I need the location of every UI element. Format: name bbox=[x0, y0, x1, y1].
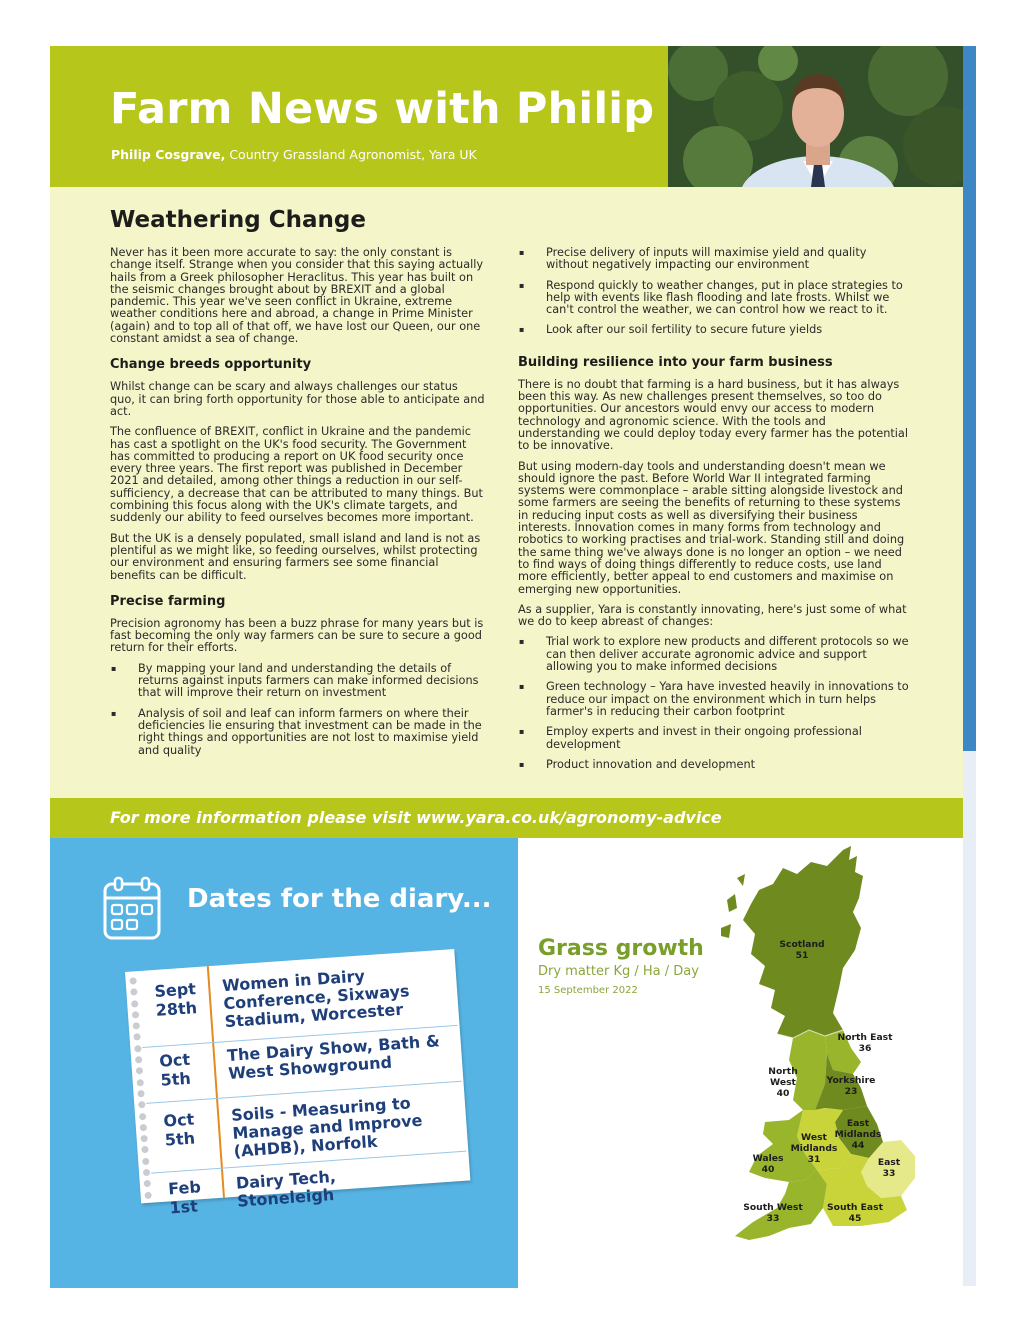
paragraph: But the UK is a densely populated, small island and land is not as plentiful as we might like, so feeding ourselves, whilst protecting our environment and ensuring farmers see some financial benefits can be difficult. bbox=[110, 531, 481, 582]
edge-strip bbox=[963, 46, 976, 751]
grass-subtitle: Dry matter Kg / Ha / Day bbox=[538, 964, 699, 979]
calendar-icon bbox=[102, 876, 162, 942]
event-date: Feb 1st bbox=[167, 1177, 202, 1218]
author-role: Country Grassland Agronomist, Yara UK bbox=[229, 147, 477, 162]
event-date: Oct 5th bbox=[158, 1049, 192, 1090]
list-item: ▪ Respond quickly to weather changes, put in place strategies to help with events like flash flooding and late frosts. Whilst we can't control the weather, we can control how we react to it. bbox=[518, 280, 910, 317]
list-item: ▪ Analysis of soil and leaf can inform farmers on where their deficiencies lie ensuring that investment can be made in the right things and opportunities are not lost to maximise yield and quality bbox=[110, 708, 486, 757]
paragraph: As a supplier, Yara is constantly innovating, here's just some of what we do to keep abreast of changes: bbox=[518, 602, 907, 629]
event-row bbox=[135, 1091, 464, 1161]
paragraph: Whilst change can be scary and always challenges our status quo, it can bring forth opportunity for those able to anticipate and act. bbox=[110, 380, 485, 418]
event-row bbox=[131, 1031, 460, 1090]
diary-panel bbox=[50, 838, 518, 1288]
event-notepad bbox=[125, 949, 470, 1218]
paragraph: There is no doubt that farming is a hard business, but it has always been this way. As new challenges present themselves, so too do opportunities. Our ancestors would envy our access to modern technology and agronomic science. With the tools and understanding we could deploy today every farmer has the potential to be innovative. bbox=[518, 377, 908, 453]
region-label-south-west: South West 33 bbox=[743, 1202, 803, 1224]
notepad-holes bbox=[129, 977, 152, 1197]
diary-title: Dates for the diary... bbox=[187, 884, 492, 914]
info-bar bbox=[50, 798, 963, 838]
region-label-north-east: North East 36 bbox=[837, 1032, 893, 1054]
edge-strip-light bbox=[963, 751, 976, 1286]
section-heading: Building resilience into your farm business bbox=[518, 354, 833, 370]
region-label-scotland: Scotland 51 bbox=[779, 939, 825, 961]
grass-title: Grass growth bbox=[538, 936, 704, 961]
byline bbox=[111, 147, 477, 162]
event-row bbox=[126, 961, 455, 1032]
region-label-wales: Wales 40 bbox=[752, 1153, 784, 1175]
author-name: Philip Cosgrave, bbox=[111, 147, 226, 162]
region-label-east-midlands: East Midlands 44 bbox=[834, 1118, 882, 1151]
list-item: ▪ Employ experts and invest in their ongoing professional development bbox=[518, 726, 910, 751]
bullet-list bbox=[518, 636, 910, 771]
page-title: Farm News with Philip bbox=[110, 84, 655, 134]
event-name: The Dairy Show, Bath & West Showground bbox=[226, 1031, 441, 1084]
paragraph: The confluence of BREXIT, conflict in Ukraine and the pandemic has cast a spotlight on the UK's food security. The Government has committed to producing a report on UK food security once every three years. The first report was published in December 2021 and detailed, among other things a reduction in our self-sufficiency, a decrease that can be attributed to many things. But combining this focus along with the UK's climate targets, and suddenly our ability to feed ourselves becomes more important. bbox=[110, 425, 483, 525]
region-label-south-east: South East 45 bbox=[827, 1202, 883, 1224]
list-item: ▪ By mapping your land and understanding the details of returns against inputs farmers can make informed decisions that will improve their return on investment bbox=[110, 663, 486, 700]
article-column-right bbox=[518, 247, 910, 779]
grass-growth-panel bbox=[518, 838, 963, 1288]
event-date: Sept 28th bbox=[153, 979, 198, 1020]
event-name: Soils - Measuring to Manage and Improve (AHDB), Norfolk bbox=[230, 1093, 423, 1161]
event-name: Women in Dairy Conference, Sixways Stadium, Worcester bbox=[221, 966, 411, 1032]
list-item: ▪ Green technology – Yara have invested heavily in innovations to reduce our impact on the environment which in turn helps farmer's in reducing their carbon footprint bbox=[518, 681, 910, 718]
intro-paragraph: Never has it been more accurate to say: the only constant is change itself. Strange when you consider that this saying actually hails from a Greek philosopher Heraclitus. This year has built on the seismic changes brought about by BREXIT and a global pandemic. This year we've seen conflict in Ukraine, extreme weather conditions here and abroad, a change in Prime Minister (again) and to top all of that off, we have lost our Queen, our one constant amidst a sea of change. bbox=[110, 246, 484, 346]
region-label-east: East 33 bbox=[877, 1157, 901, 1179]
author-photo bbox=[668, 46, 963, 187]
header-banner bbox=[50, 46, 668, 187]
paragraph: But using modern-day tools and understanding doesn't mean we should ignore the past. Before World War II integrated farming systems were commonplace – arable sitting alongside livestock and some farmers are seeing the benefits of returning to these systems in reducing input costs as well as diversifying their business interests. Innovation comes in many forms from technology and robotics to working practises and trial-work. Standing still and doing the same thing we've always done is no longer an option – we need to find ways of doing things differently to reduce costs, use land more efficiently, better appeal to end customers and maximise on emerging new opportunities. bbox=[518, 459, 905, 596]
event-name: Dairy Tech, Stoneleigh bbox=[235, 1166, 337, 1211]
bullet-list bbox=[110, 663, 486, 757]
article-body bbox=[50, 187, 963, 798]
region-label-north-west: North West 40 bbox=[768, 1066, 798, 1099]
paragraph: Precision agronomy has been a buzz phrase for many years but is fast becoming the only way farmers can be sure to secure a good return for their efforts. bbox=[110, 616, 484, 655]
info-link[interactable]: For more information please visit www.yara.co.uk/agronomy-advice bbox=[110, 808, 722, 827]
section-heading: Change breeds opportunity bbox=[110, 357, 312, 373]
article-column-left bbox=[110, 247, 486, 765]
list-item: ▪ Precise delivery of inputs will maximise yield and quality without negatively impacting our environment bbox=[518, 247, 910, 272]
list-item: ▪ Look after our soil fertility to secure future yields bbox=[518, 324, 910, 336]
bullet-list bbox=[518, 247, 910, 337]
section-heading: Precise farming bbox=[110, 593, 226, 609]
article-title: Weathering Change bbox=[110, 207, 366, 233]
region-label-west-midlands: West Midlands 31 bbox=[790, 1132, 838, 1165]
grass-date: 15 September 2022 bbox=[538, 985, 638, 996]
list-item: ▪ Product innovation and development bbox=[518, 759, 910, 771]
event-date: Oct 5th bbox=[162, 1109, 196, 1150]
region-label-yorkshire: Yorkshire 23 bbox=[826, 1075, 876, 1097]
list-item: ▪ Trial work to explore new products and different protocols so we can then deliver accurate agronomic advice and support allowing you to make informed decisions bbox=[518, 636, 910, 673]
